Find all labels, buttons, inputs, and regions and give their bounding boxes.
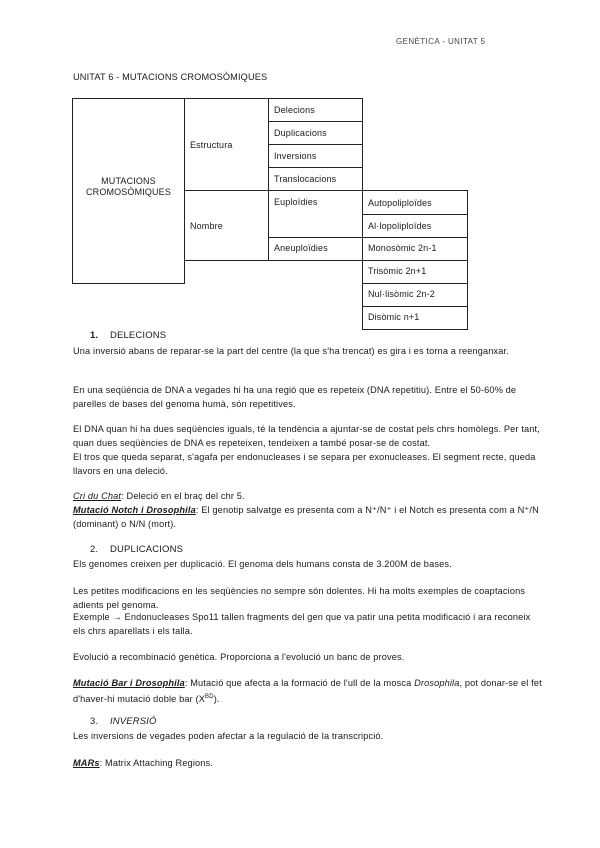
bar-text-2: , pot donar-se el fet d'haver-hi mutació doble bar (X	[73, 678, 542, 705]
notch-text: : El genotip salvatge es presenta com a N⁺/N⁺ i el Notch es presenta com a N⁺/N (dominant) o N/N (mort).	[73, 505, 539, 529]
translocacions-label: Translocacions	[274, 174, 337, 184]
nulisomic-label: Nul·lisòmic 2n-2	[368, 289, 435, 299]
s2-paragraph-1: Els genomes creixen per duplicació. El genoma dels humans consta de 3.200M de bases.	[73, 559, 452, 569]
notch-note	[73, 503, 543, 531]
cri-du-chat-text: : Deleció en el braç del chr 5.	[121, 491, 245, 501]
autopoliploides-label: Autopoliploïdes	[368, 198, 432, 208]
bar-species: Drosophila	[414, 678, 460, 688]
bar-term: Mutació Bar i Drosophila	[73, 678, 185, 688]
section-1-title: DELECIONS	[110, 330, 167, 341]
section-2-title: DUPLICACIONS	[110, 544, 184, 555]
root-label-line2: CROMOSÒMIQUES	[86, 187, 171, 197]
duplicacions-label: Duplicacions	[274, 128, 327, 138]
section-2-heading	[90, 544, 183, 555]
notch-term: Mutació Notch i Drosophila	[73, 505, 196, 515]
s1-paragraph-1: Una inversió abans de reparar-se la part del centre (la que s'ha trencat) es gira i es torna a reenganxar.	[73, 346, 509, 356]
delecions-label: Delecions	[274, 105, 315, 115]
alpoliploides-label: Al·lopoliploïdes	[368, 221, 432, 231]
table-root-label	[72, 176, 185, 198]
monosomic-label: Monosòmic 2n-1	[368, 243, 437, 253]
section-3-number: 3.	[90, 716, 99, 727]
s2-paragraph-2: Les petites modificacions en les seqüències no sempre són dolentes. Hi ha molts exemples de coaptacions adients pel genoma.	[73, 586, 526, 610]
section-3-title: INVERSIÓ	[110, 716, 157, 727]
page-header: GENÈTICA - UNITAT 5	[396, 37, 486, 46]
trisomic-label: Trisòmic 2n+1	[368, 266, 427, 276]
bar-note	[73, 676, 543, 706]
s1-paragraph-3: El DNA quan hi ha dues seqüències iguals, té la tendència a ajuntar-se de costat pels chrs homòlegs. Per tant, quan dues seqüències de DNA es repeteixen, tendeixen a també posar-se de costat.	[73, 424, 540, 448]
euploidies-label: Euploïdies	[274, 197, 318, 207]
aneuploidies-label: Aneuploïdies	[274, 243, 328, 253]
mars-text: : Matrix Attaching Regions.	[99, 758, 213, 768]
inversions-label: Inversions	[274, 151, 317, 161]
mars-note	[73, 756, 543, 770]
page-title: UNITAT 6 - MUTACIONS CROMOSÒMIQUES	[73, 72, 268, 82]
cri-du-chat-note	[73, 489, 543, 503]
bar-superscript: BD	[205, 694, 214, 700]
section-1-number: 1.	[90, 330, 99, 341]
bar-text-1: : Mutació que afecta a la formació de l'ull de la mosca	[184, 678, 415, 688]
s3-paragraph-1: Les inversions de vegades poden afectar a la regulació de la transcripció.	[73, 731, 384, 741]
s2-paragraph-4: Evolució a recombinació genètica. Proporciona a l'evolució un banc de proves.	[73, 652, 405, 662]
section-1-heading	[90, 330, 166, 341]
disomic-label: Disòmic n+1	[368, 312, 420, 322]
s2-paragraph-3: Exemple → Endonucleases Spo11 tallen fragments del gen que va patir una petita modificació i ara reconeix els chrs aparellats i els talla.	[73, 612, 531, 636]
s1-paragraph-2: En una seqüència de DNA a vegades hi ha una regió que es repeteix (DNA repetitiu). Entre el 50-60% de parelles de bases del genoma humà, són repetitives.	[73, 385, 517, 409]
section-2-number: 2.	[90, 544, 99, 555]
root-label-line1: MUTACIONS	[101, 176, 156, 186]
section-3-heading	[90, 716, 157, 727]
s1-paragraph-4: El tros que queda separat, s'agafa per endonucleases i se separa per exonucleases. El segment recte, queda llavors en una deleció.	[73, 452, 536, 476]
mars-term: MARs	[73, 758, 100, 768]
nombre-label: Nombre	[190, 221, 223, 231]
bar-text-3: ).	[213, 694, 220, 705]
cri-du-chat-term: Cri du Chat	[73, 491, 122, 501]
estructura-label: Estructura	[190, 140, 233, 150]
